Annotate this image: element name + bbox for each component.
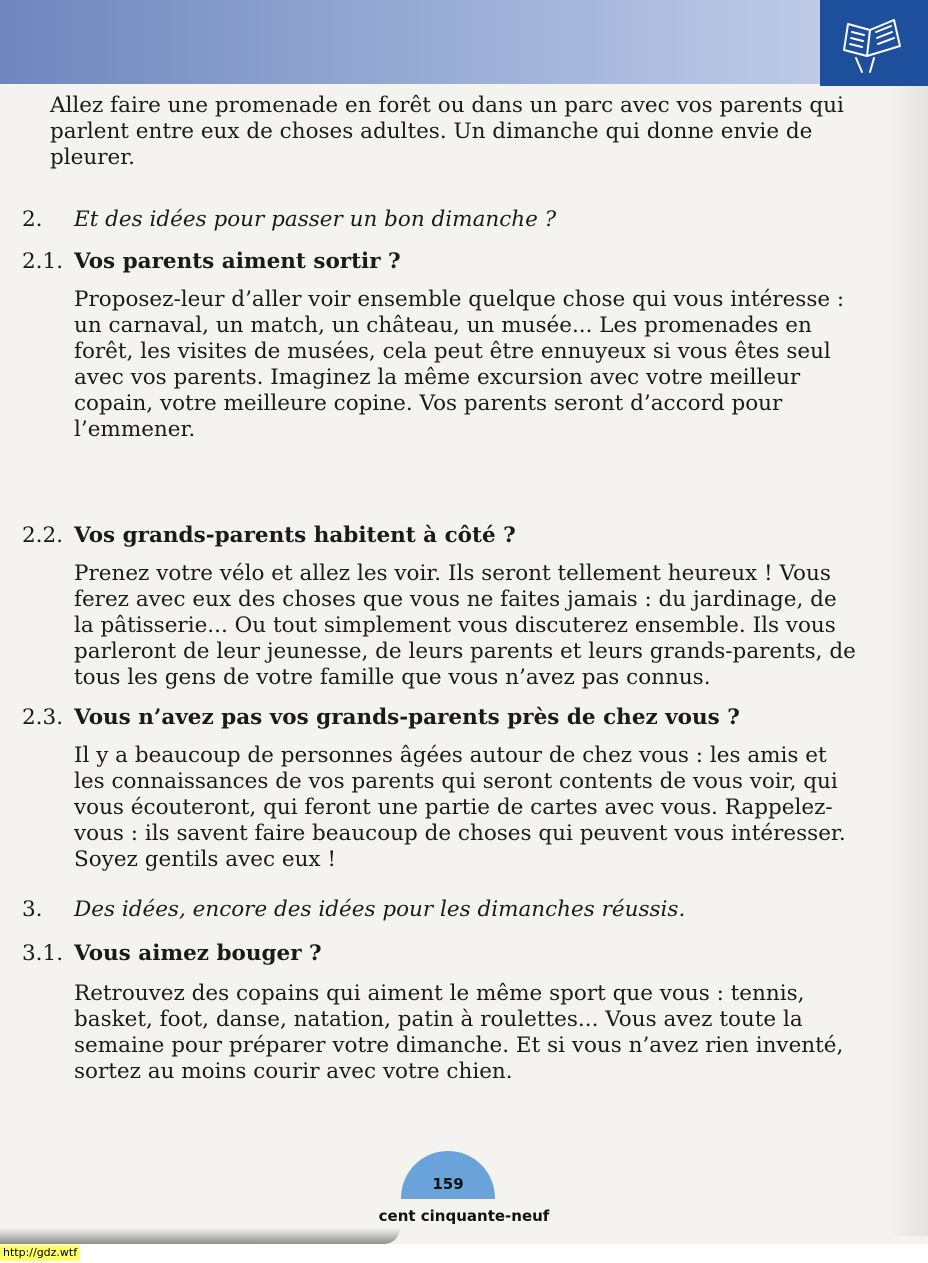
section-number: 3.1.	[22, 941, 64, 966]
section-number: 2.2.	[22, 523, 64, 548]
page-number-words: cent cinquante-neuf	[378, 1207, 550, 1225]
footer-bar	[0, 1244, 928, 1263]
section-paragraph: Retrouvez des copains qui aiment le même sport que vous : tennis, basket, foot, danse, natation, patin à roulettes... Vous avez toute la semaine pour préparer votre dimanche. Et si vous n’avez rien inventé, sortez au moins courir avec votre chien.	[74, 981, 844, 1084]
section-number: 2.1.	[22, 249, 64, 274]
section-paragraph: Il y a beaucoup de personnes âgées autour de chez vous : les amis et les connaissances de vos parents qui seront contents de vous voir, qui vous écouteront, qui feront une partie de cartes avec vous. Rappelez-vous : ils savent faire beaucoup de choses qui peuvent vous intéresser. Soyez gentils avec eux !	[74, 743, 846, 872]
section-title: Vos grands-parents habitent à côté ?	[74, 523, 516, 548]
header-band	[0, 0, 928, 84]
section-title: Vos parents aiment sortir ?	[74, 249, 401, 274]
section-3-1-heading	[22, 941, 862, 967]
section-title: Vous aimez bouger ?	[74, 941, 322, 966]
section-2-2-heading	[22, 523, 862, 549]
page-curl-shadow	[0, 1228, 400, 1244]
section-title: Vous n’avez pas vos grands-parents près de chez vous ?	[74, 705, 740, 730]
section-title: Des idées, encore des idées pour les dimanches réussis.	[74, 897, 686, 922]
page-content	[22, 93, 862, 1085]
section-number: 2.3.	[22, 705, 64, 730]
page-edge-shadow	[888, 86, 928, 1236]
section-2-heading	[22, 207, 862, 233]
intro-paragraph: Allez faire une promenade en forêt ou dans un parc avec vos parents qui parlent entre eux de choses adultes. Un dimanche qui donne envie de pleurer.	[50, 93, 844, 170]
section-paragraph: Prenez votre vélo et allez les voir. Ils seront tellement heureux ! Vous ferez avec eux des choses que vous ne faites jamais : du jardinage, de la pâtisserie... Ou tout simplement vous discuterez ensemble. Ils vous parleront de leur jeunesse, de leurs parents et leurs grands-parents, de tous les gens de votre famille que vous n’avez pas connus.	[74, 561, 856, 690]
book-icon	[820, 0, 928, 86]
section-2-3-heading	[22, 705, 862, 731]
section-paragraph: Proposez-leur d’aller voir ensemble quelque chose qui vous intéresse : un carnaval, un match, un château, un musée... Les promenades en forêt, les visites de musées, cela peut être ennuyeux si vous êtes seul avec vos parents. Imaginez la même excursion avec votre meilleur copain, votre meilleure copine. Vos parents seront d’accord pour l’emmener.	[74, 287, 845, 442]
section-number: 2.	[22, 207, 43, 232]
page-number-badge	[401, 1151, 495, 1199]
section-number: 3.	[22, 897, 43, 922]
site-link[interactable]: http://gdz.wtf	[0, 1245, 80, 1261]
section-2-1-heading	[22, 249, 862, 275]
section-title: Et des idées pour passer un bon dimanche ?	[74, 207, 557, 232]
section-3-heading	[22, 897, 862, 923]
page-number: 159	[432, 1175, 464, 1193]
